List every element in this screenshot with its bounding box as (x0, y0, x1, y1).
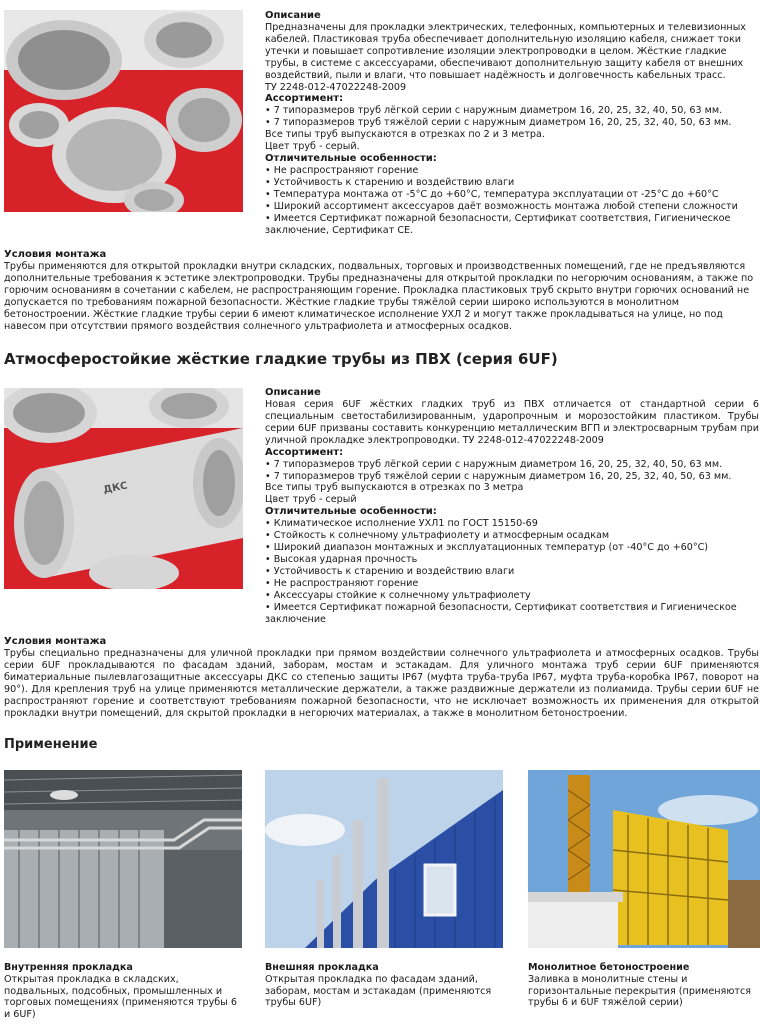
list-item: • 7 типоразмеров труб лёгкой серии с наружным диаметром 16, 20, 25, 32, 40, 50, 63 мм. (265, 105, 759, 117)
list-item: • Температура монтажа от -5°С до +60°С, температура эксплуатации от -25°С до +60°С (265, 189, 759, 201)
caption-text: Заливка в монолитные стены и горизонтальные перекрытия (применяются трубы 6 и 6UF тяжёлой серии) (528, 974, 752, 1008)
section2-mount-text: Трубы специально предназначены для уличной прокладки при прямом воздействии солнечного ультрафиолета и атмосферных осадков. Трубы серии 6UF прокладываются по фасадам зданий, заборам, мостам и эстакадам. Для уличного монтажа труб серии 6UF применяются биматериальные пылевлагозащитные аксессуары ДКС со степенью защиты IP67 (муфта труба-труба IP67, муфта труба-коробка IP67, поворот на 90°). Для крепления труб на улице применяются металлические держатели, а также раздвижные держатели из полиамида. Трубы серии 6UF не распространяют горение и соответствуют требованиям пожарной безопасности, что не исключает возможность их применения для открытой прокладки внутри помещений, для скрытой прокладки в негорючих материалах, а также в монолитном бетоностроении. (4, 648, 759, 719)
caption-title: Внешняя прокладка (265, 962, 379, 973)
list-item: • Широкий диапазон монтажных и эксплуатационных температур (от -40°С до +60°С) (265, 542, 759, 554)
application-caption-2 (265, 962, 505, 1009)
section2-mount-heading: Условия монтажа (4, 636, 107, 647)
section2-title: Атмосферостойкие жёсткие гладкие трубы из ПВХ (серия 6UF) (4, 350, 558, 368)
section1-mount (4, 249, 759, 332)
section1-features-heading: Отличительные особенности: (265, 153, 437, 165)
list-item: • Широкий ассортимент аксессуаров даёт возможность монтажа любой степени сложности (265, 201, 759, 213)
section2-desc-heading: Описание (265, 387, 321, 398)
section1-mount-text: Трубы применяются для открытой прокладки внутри складских, подвальных, торговых и производственных помещений, где не предъявляются дополнительные требования к эстетике электропроводки. Трубы предназначены для открытой прокладки по негорючим основаниям, а также по горючим основаниям в сочетании с кабелем, не распространяющим горение. Прокладка пластиковых труб скрыто внутри горючих оснований не допускается по требованиям пожарной безопасности. Жёсткие гладкие трубы тяжёлой серии широко используются в монолитном бетоностроении. Жёсткие гладкие трубы серии 6 имеют климатическое исполнение УХЛ 2 и могут также прокладываться на улице, но под навесом при отсутствии прямого воздействия солнечного ультрафиолета и атмосферных осадков. (4, 261, 754, 332)
list-item: • 7 типоразмеров труб лёгкой серии с наружным диаметром 16, 20, 25, 32, 40, 50, 63 мм. (265, 459, 759, 471)
list-item: • Устойчивость к старению и воздействию влаги (265, 566, 759, 578)
caption-title: Монолитное бетоностроение (528, 962, 690, 973)
section2-mount (4, 636, 759, 719)
section1-tu: ТУ 2248-012-47022248-2009 (265, 81, 407, 93)
dkc-logo-text: ДКС (102, 480, 129, 496)
section2-lengths: Все типы труб выпускаются в отрезках по 3 метра (265, 482, 524, 494)
list-item: • Аксессуары стойкие к солнечному ультрафиолету (265, 590, 759, 602)
list-item: • Имеется Сертификат пожарной безопасности, Сертификат соответствия, Гигиеническое заключение, Сертификат СЕ. (265, 213, 759, 237)
list-item: • 7 типоразмеров труб тяжёлой серии с наружным диаметром 16, 20, 25, 32, 40, 50, 63 мм. (265, 471, 759, 483)
application-caption-1 (4, 962, 244, 1020)
section2-features-heading: Отличительные особенности: (265, 506, 437, 518)
section1-color: Цвет труб - серый. (265, 141, 360, 153)
section1-details (265, 10, 759, 237)
application-heading: Применение (4, 737, 98, 752)
section1-assort-heading: Ассортимент: (265, 93, 344, 105)
caption-text: Открытая прокладка по фасадам зданий, заборам, мостам и эстакадам (применяются трубы 6UF) (265, 974, 492, 1008)
list-item: • Не распространяют горение (265, 165, 759, 177)
section2-desc-text: Новая серия 6UF жёстких гладких труб из ПВХ отличается от стандартной серии 6 специальным светостабилизированным, ударопрочным и морозостойким пластиком. Трубы серии 6UF призваны составить конкуренцию металлическим ВГП и электросварным трубам при уличной прокладке электропроводки. ТУ 2248-012-47022248-2009 (265, 399, 759, 446)
section1-desc-heading: Описание (265, 10, 321, 21)
warehouse-photo (4, 770, 242, 948)
facade-photo (265, 770, 503, 948)
section2-assort-heading: Ассортимент: (265, 446, 344, 458)
construction-photo (528, 770, 760, 948)
section1-lengths: Все типы труб выпускаются в отрезках по 2 и 3 метра. (265, 129, 545, 141)
list-item: • 7 типоразмеров труб тяжёлой серии с наружным диаметром 16, 20, 25, 32, 40, 50, 63 мм. (265, 117, 759, 129)
application-caption-3 (528, 962, 756, 1009)
list-item: • Стойкость к солнечному ультрафиолету и атмосферным осадкам (265, 530, 759, 542)
section2-details (265, 387, 759, 625)
list-item: • Устойчивость к старению и воздействию влаги (265, 177, 759, 189)
list-item: • Не распространяют горение (265, 578, 759, 590)
list-item: • Высокая ударная прочность (265, 554, 759, 566)
caption-title: Внутренняя прокладка (4, 962, 133, 973)
section2-color: Цвет труб - серый (265, 494, 357, 506)
caption-text: Открытая прокладка в складских, подвальных, подсобных, промышленных и торговых помещениях (применяются трубы 6 и 6UF) (4, 974, 237, 1020)
pvc-pipes-photo (4, 10, 243, 212)
list-item: • Имеется Сертификат пожарной безопасности, Сертификат соответствия и Гигиеническое заключение (265, 602, 759, 626)
section1-mount-heading: Условия монтажа (4, 249, 107, 260)
section1-desc-text: Предназначены для прокладки электрических, телефонных, компьютерных и телевизионных кабелей. Пластиковая труба обеспечивает дополнительную изоляцию кабеля, снижает токи утечки и повышает сопротивление изоляции электропроводки в целом. Жёсткие гладкие трубы, в системе с аксессуарами, обеспечивают дополнительную защиту кабеля от внешних воздействий, пыли и влаги, что повышает надёжность и долговечность кабельных трасс. (265, 22, 746, 81)
list-item: • Климатическое исполнение УХЛ1 по ГОСТ 15150-69 (265, 518, 759, 530)
dkc-pipes-photo (4, 388, 243, 589)
